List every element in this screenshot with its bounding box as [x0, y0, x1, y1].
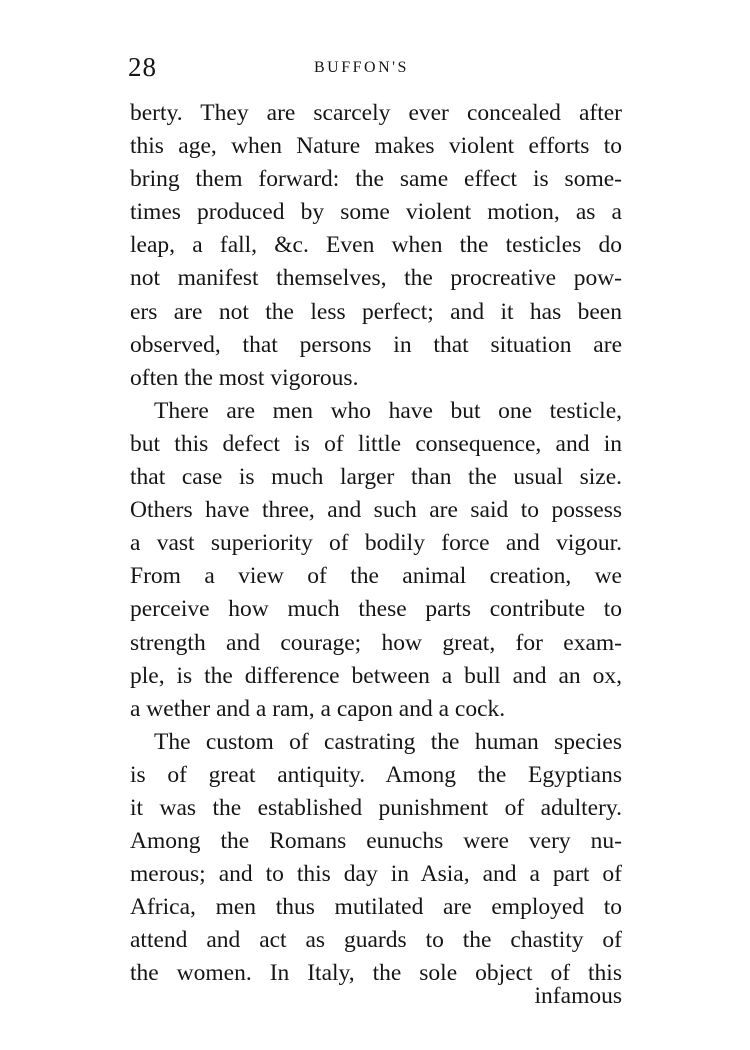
paragraph-end-line: often the most vigorous. — [130, 364, 359, 391]
paragraph-start-line: The custom of castrating the human species — [154, 728, 622, 755]
text-line: Others have three, and such are said to possess — [130, 497, 622, 524]
catchword: infamous — [534, 983, 622, 1009]
paragraph-start-line: There are men who have but one testicle, — [154, 397, 622, 424]
text-line: strength and courage; how great, for exam- — [130, 629, 622, 656]
text-line: Africa, men thus mutilated are employed to — [130, 894, 622, 921]
text-line: times produced by some violent motion, as a — [130, 199, 622, 226]
text-line: leap, a fall, &c. Even when the testicles do — [130, 232, 622, 259]
page-header — [128, 52, 624, 88]
body-text — [130, 97, 622, 991]
text-line: attend and act as guards to the chastity of — [130, 927, 622, 954]
text-line: berty. They are scarcely ever concealed after — [130, 100, 622, 126]
page-number: 28 — [128, 52, 157, 82]
text-line: but this defect is of little consequence, and in — [130, 430, 622, 457]
text-line: From a view of the animal creation, we — [130, 563, 622, 590]
text-line: that case is much larger than the usual size. — [130, 464, 622, 491]
text-line: the women. In Italy, the sole object of this — [130, 960, 622, 987]
text-line: a vast superiority of bodily force and vigour. — [130, 530, 622, 557]
text-line: bring them forward: the same effect is some- — [130, 166, 622, 193]
text-line: is of great antiquity. Among the Egyptians — [130, 761, 622, 788]
text-line: perceive how much these parts contribute to — [130, 596, 622, 623]
running-head: BUFFON'S — [314, 59, 409, 76]
text-line: ers are not the less perfect; and it has been — [130, 298, 622, 325]
text-line: Among the Romans eunuchs were very nu- — [130, 828, 622, 855]
paragraph-end-line: a wether and a ram, a capon and a cock. — [130, 695, 506, 722]
text-line: ple, is the difference between a bull and an ox, — [130, 662, 622, 689]
text-line: this age, when Nature makes violent efforts to — [130, 133, 622, 160]
text-line: merous; and to this day in Asia, and a part of — [130, 861, 622, 888]
text-line: not manifest themselves, the procreative pow- — [130, 265, 622, 292]
text-line: observed, that persons in that situation are — [130, 331, 622, 358]
text-line: it was the established punishment of adultery. — [130, 794, 622, 821]
